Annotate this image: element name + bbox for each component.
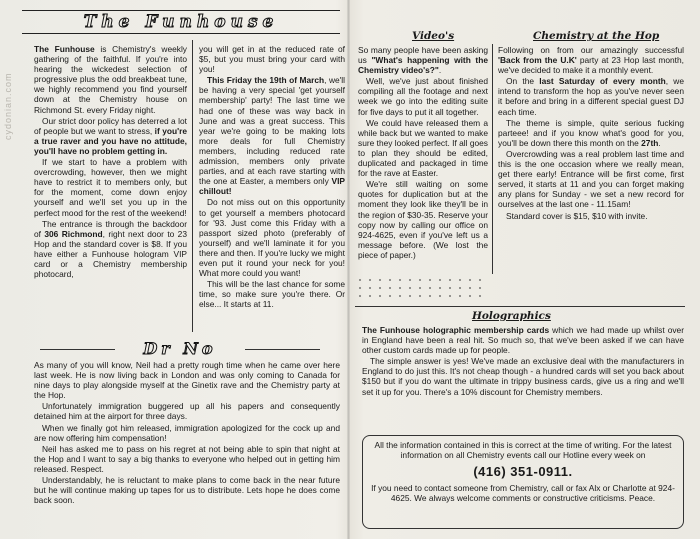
videos-paragraph: Well, we've just about finished compiling all the footage and next week we go into the editing suite for five days to put it all together. [358, 76, 488, 117]
info-text: All the information contained in this is correct at the time of writing. For the latest information on all Chemistry events call our Hotline every week on [374, 440, 672, 461]
funhouse-column-1 [34, 44, 187, 280]
info-box [362, 435, 684, 529]
holographics-paragraph: The Funhouse holographic membership cards which we had made up whilst over in England have been a real hit. So much so, that we've been asked if we can have other custom cards made up for people. [362, 325, 685, 356]
hop-paragraph: The theme is simple, quite serious fucking parteee! and if you know what's good for you, you'll be down there this month on the 27th. [498, 117, 684, 148]
watermark: cydonian.com [3, 72, 13, 140]
drno-paragraph: Neil has asked me to pass on his regret at not being able to spin that night at the Hop and I want to say a big thanks to everyone who helped out in getting him released. Respect. [34, 443, 340, 474]
funhouse-paragraph: The entrance is through the backdoor of 306 Richmond, right next door to 23 Hop and the standard cover is $8. If you have either a Funhouse hologram VIP card or a Chemistry membership photocard, [34, 218, 188, 280]
column-divider [192, 40, 193, 332]
funhouse-paragraph: Our strict door policy has deterred a lot of people but we want to stress, if you're a true raver and you have no attitude, you'll have no problem getting in. [34, 115, 187, 156]
hop-paragraph: Following on from our amazingly successful 'Back from the U.K' party at 23 Hop last month, we've decided to make it a monthly event. [498, 45, 684, 76]
dotted-pattern [355, 276, 487, 300]
section-rule [355, 306, 685, 307]
holographics-title: Holographics [472, 310, 551, 322]
funhouse-title: The Funhouse [83, 12, 279, 32]
drno-title: Dr No [143, 339, 217, 358]
page-fold [347, 0, 350, 539]
videos-paragraph: We could have released them a while back but we wanted to make sure they looked perfect. If all goes to plan they should be edited, duplicated and packaged in time for the rave at Easter. [358, 117, 488, 179]
hop-body [498, 45, 684, 222]
hop-paragraph: Standard cover is $15, $10 with invite. [506, 210, 648, 221]
contact-text: If you need to contact someone from Chemistry, call or fax Alx or Charlotte at 924-4625. We always welcome comments or constructive criticisms. Peace. [371, 483, 675, 504]
funhouse-paragraph: If we start to have a problem with overcrowding, however, then we might have to restrict it to members only, but for the moment, come down enjoy yourself and we'll set you up in the perfect mood for the rest of the weekend! [34, 157, 187, 218]
videos-body [358, 45, 488, 261]
funhouse-heading [22, 10, 340, 34]
drno-paragraph: Understandably, he is reluctant to make plans to come back in the near future but he will continue making up tapes for us to distribute. Lets hope he does come back soon. [34, 475, 340, 506]
drno-paragraph: Unfortunately immigration buggered up all his papers and consequently detained him at the airport for three days. [34, 401, 340, 422]
hop-paragraph: On the last Saturday of every month, we intend to transform the hop as you've never seen it before and bring in a different special guest DJ each time. [498, 76, 684, 117]
drno-body [34, 360, 340, 506]
hotline-number: (416) 351-0911. [473, 464, 573, 480]
hop-title: Chemistry at the Hop [533, 30, 660, 42]
drno-paragraph: As many of you will know, Neil had a pretty rough time when he came over here last week. He is now living back in London and was only coming to Canada for nine days to play alongside myself at the Ginetix rave and the Chemistry party at the Hop. [34, 360, 340, 401]
holographics-body [362, 325, 684, 398]
holographics-paragraph: The simple answer is yes! We've made an exclusive deal with the manufacturers in England to do just this. It's not cheap though - a hundred cards will set you back about $150 but if you do want the ultimate in trippy business cards, give us a ring and we'll set it up for you. There's a 10% discount for Chemistry members. [362, 356, 684, 397]
funhouse-paragraph: This Friday the 19th of March, we'll be having a very special 'get yourself membership' party! The last time we had one of these was way back in June and was a great success. This year we're going to be making lots more deals for full Chemistry members, including reduced rate admission, members only private parties, and at each rave starting with the one at Easter, a members only VIP chillout! [199, 75, 345, 197]
videos-paragraph: We're still waiting on some quotes for duplication but at the moment they look like they'll be in the region of $30-35. Reserve your copy now by calling our office on 924-4625, even if you've left us a message before. (We lost the piece of paper.) [358, 179, 488, 260]
drno-heading [40, 340, 320, 358]
funhouse-paragraph: The Funhouse is Chemistry's weekly gathering of the faithful. If you're into hearing the wickedest selection of progressive plus the odd breakbeat tune, we highly recommend you find yourself down at the Chemistry house on Richmond St. every Friday night. [34, 44, 187, 115]
videos-title: Video's [412, 30, 455, 42]
funhouse-paragraph: Do not miss out on this opportunity to get yourself a members photocard for '93. Just come this Friday with a passport sized photo (preferably of yourself) and we'll laminate it for you there and then. If you're lucky we might even put it round your neck for you! What more could you want! [199, 197, 345, 279]
column-divider [492, 44, 493, 274]
videos-paragraph: So many people have been asking us "What's happening with the Chemistry video's?". [358, 45, 488, 76]
funhouse-column-2 [199, 44, 345, 310]
drno-paragraph: When we finally got him released, immigration apologized for the cock up and are now offering him compensation! [34, 422, 340, 443]
funhouse-paragraph: you will get in at the reduced rate of $5, but you must bring your card with you! [199, 44, 345, 75]
hop-paragraph: Overcrowding was a real problem last time and this is the one occasion where we really mean, get there early! Entrance will be first come, first served, it starts at 11 and you can forget making any plans for Sunday - we set a new record for ourselves at the last one - 11.15am! [498, 148, 684, 210]
funhouse-paragraph: This will be the last chance for some time, so make sure you're there. Or else... It starts at 11. [199, 279, 345, 310]
